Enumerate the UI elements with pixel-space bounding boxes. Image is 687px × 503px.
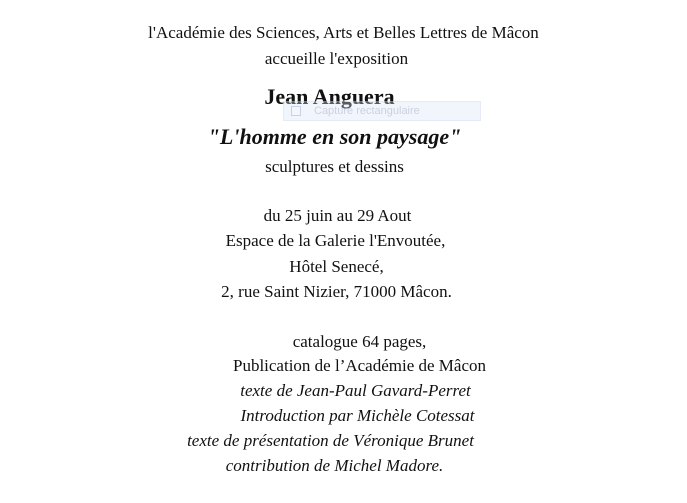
text-credit: texte de Jean-Paul Gavard-Perret (240, 381, 471, 400)
presentation-credit: texte de présentation de Véronique Brunet (187, 431, 474, 450)
capture-icon (291, 106, 301, 116)
capture-overlay-label: Capture rectangulaire (314, 105, 420, 117)
venue-address: 2, rue Saint Nizier, 71000 Mâcon. (221, 282, 452, 301)
intro-line: accueille l'exposition (264, 49, 409, 68)
contribution-credit: contribution de Michel Madore. (225, 456, 444, 475)
gallery-name: Espace de la Galerie l'Envoutée, (225, 231, 446, 250)
exhibition-title: "L'homme en son paysage" (207, 124, 462, 149)
host-line: l'Académie des Sciences, Arts et Belles Lettres de Mâcon (148, 23, 539, 42)
screen-capture-overlay (283, 101, 481, 121)
exhibition-dates: du 25 juin au 29 Aout (263, 206, 412, 225)
artist-name: Jean Anguera (264, 84, 395, 109)
catalogue-pages: catalogue 64 pages, (292, 332, 427, 351)
venue-name: Hôtel Senecé, (289, 257, 384, 276)
introduction-credit: Introduction par Michèle Cotessat (240, 406, 475, 425)
publication-line: Publication de l’Académie de Mâcon (232, 356, 487, 375)
exhibition-subtitle: sculptures et dessins (265, 157, 404, 176)
